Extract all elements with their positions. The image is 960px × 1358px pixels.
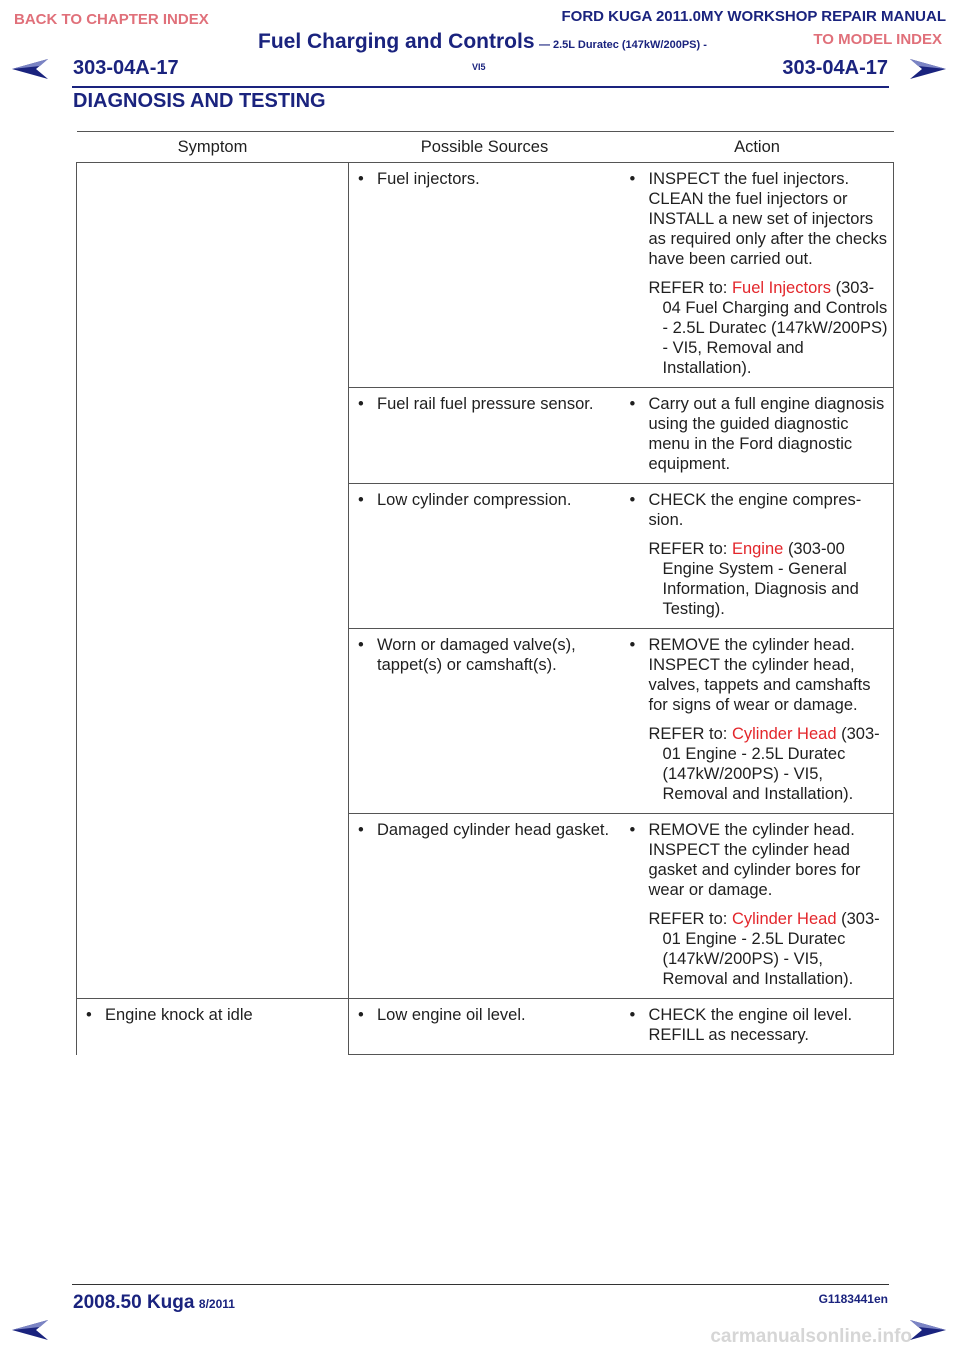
refer-link-cylinder-head[interactable]: Cylinder Head [731, 725, 837, 743]
source-item: • Fuel rail fuel pressure sensor. [353, 394, 617, 414]
page-heading: DIAGNOSIS AND TESTING [73, 90, 326, 112]
previous-page-button-bottom[interactable] [10, 1318, 50, 1342]
action-cell [621, 629, 894, 814]
action-item: • Carry out a full engine diagnosis using the guided diagnostic menu in the Ford diagnostic equipment. [625, 394, 890, 474]
footer-doc-code: G1183441en [818, 1292, 888, 1306]
manual-title: FORD KUGA 2011.0MY WORKSHOP REPAIR MANUAL [561, 8, 946, 25]
action-item: • INSPECT the fuel injectors. CLEAN the fuel injectors or INSTALL a new set of injectors as required only after the checks have been carried out. [625, 169, 890, 269]
vi-label: VI5 [472, 62, 486, 72]
refer-link-engine[interactable]: Engine [731, 540, 784, 558]
refer-suffix: (303-04 Fuel Charging and Controls - 2.5L Duratec (147kW/200PS) - VI5, Removal and Installation). [662, 279, 888, 377]
diagnosis-table [76, 131, 894, 1055]
arrow-left-icon [10, 57, 50, 81]
refer-prefix: REFER to: [648, 910, 728, 928]
source-item: • Worn or damaged valve(s), tappet(s) or camshaft(s). [353, 635, 617, 675]
page-number-right: 303-04A-17 [782, 57, 888, 79]
refer-prefix: REFER to: [648, 279, 728, 297]
source-cell [349, 814, 621, 999]
column-header-action: Action [621, 132, 894, 163]
refer-prefix: REFER to: [648, 725, 728, 743]
arrow-right-icon [908, 57, 948, 81]
action-cell [621, 999, 894, 1055]
action-cell [621, 163, 894, 388]
previous-page-button[interactable] [10, 57, 50, 81]
source-item: • Low engine oil level. [353, 1005, 617, 1025]
symptom-cell [77, 999, 349, 1055]
refer-link-cylinder-head[interactable]: Cylinder Head [731, 910, 837, 928]
source-cell [349, 999, 621, 1055]
footer-date: 8/2011 [198, 1297, 235, 1311]
action-cell [621, 814, 894, 999]
symptom-item: • Engine knock at idle [81, 1005, 344, 1025]
refer-note [625, 909, 890, 989]
refer-note [625, 278, 890, 378]
refer-note [625, 539, 890, 619]
refer-suffix: (303-01 Engine - 2.5L Duratec (147kW/200PS) - VI5, Removal and Installation). [662, 910, 880, 988]
source-item: • Fuel injectors. [353, 169, 617, 189]
refer-suffix: (303-01 Engine - 2.5L Duratec (147kW/200PS) - VI5, Removal and Installation). [662, 725, 880, 803]
back-to-chapter-index-link[interactable]: BACK TO CHAPTER INDEX [14, 11, 209, 28]
column-header-possible-sources: Possible Sources [349, 132, 621, 163]
action-item: • REMOVE the cylinder head. INSPECT the cylinder head, valves, tappets and camshafts for signs of wear or damage. [625, 635, 890, 715]
table-row [77, 999, 894, 1055]
arrow-right-icon [908, 1318, 948, 1342]
watermark: carmanualsonline.info [710, 1326, 912, 1347]
source-cell [349, 163, 621, 388]
source-cell [349, 484, 621, 629]
refer-suffix: (303-00 Engine System - General Information, Diagnosis and Testing). [662, 540, 859, 618]
symptom-cell [77, 163, 349, 999]
next-page-button-bottom[interactable] [908, 1318, 948, 1342]
section-title-main: Fuel Charging and Controls [258, 30, 535, 53]
source-cell [349, 388, 621, 484]
action-item: • CHECK the engine compres-sion. [625, 490, 890, 530]
footer-rule [72, 1284, 889, 1285]
header-rule [72, 86, 889, 88]
source-item: • Low cylinder compression. [353, 490, 617, 510]
refer-note [625, 724, 890, 804]
source-item: • Damaged cylinder head gasket. [353, 820, 617, 840]
arrow-left-icon [10, 1318, 50, 1342]
action-item: • REMOVE the cylinder head. INSPECT the cylinder head gasket and cylinder bores for wear or damage. [625, 820, 890, 900]
column-header-symptom: Symptom [77, 132, 349, 163]
action-cell [621, 388, 894, 484]
to-model-index-link[interactable]: TO MODEL INDEX [813, 31, 942, 48]
footer-model: 2008.50 Kuga [73, 1292, 195, 1313]
footer-model-date [73, 1292, 235, 1314]
section-title-sub: — 2.5L Duratec (147kW/200PS) - [538, 39, 707, 51]
refer-prefix: REFER to: [648, 540, 728, 558]
action-cell [621, 484, 894, 629]
action-item: • CHECK the engine oil level. REFILL as necessary. [625, 1005, 890, 1045]
section-title [258, 30, 707, 54]
page-number-left: 303-04A-17 [73, 57, 179, 79]
next-page-button[interactable] [908, 57, 948, 81]
table-header-row [77, 132, 894, 163]
source-cell [349, 629, 621, 814]
refer-link-fuel-injectors[interactable]: Fuel Injectors [731, 279, 831, 297]
table-row [77, 163, 894, 388]
